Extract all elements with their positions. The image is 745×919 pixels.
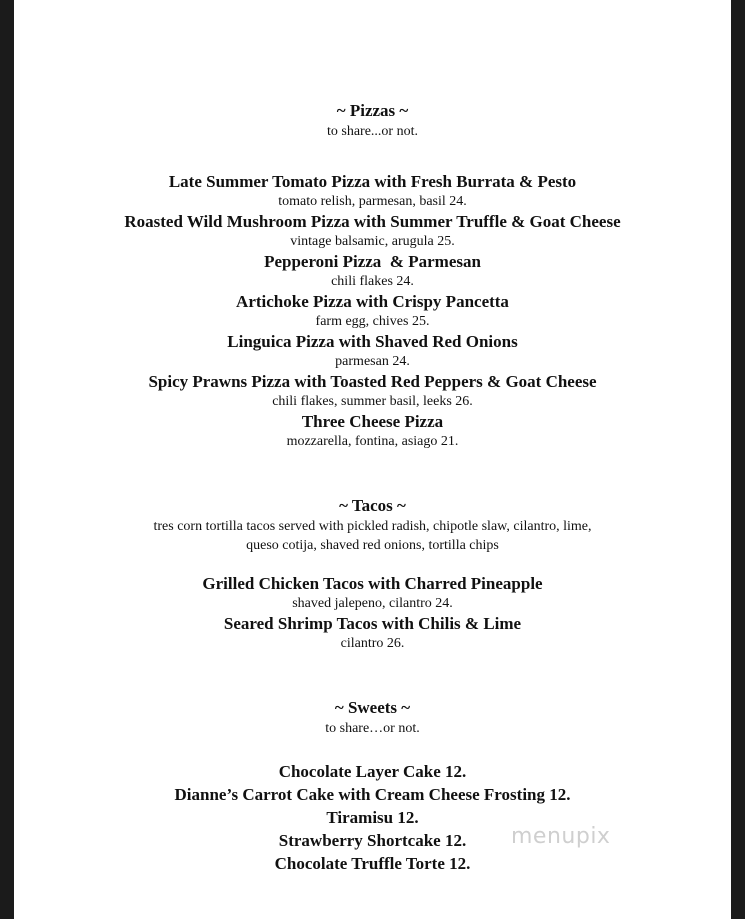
taco-item-desc: shaved jalepeno, cilantro 24.: [292, 596, 453, 611]
sweet-item: Chocolate Layer Cake 12.: [278, 762, 467, 781]
tacos-note-line2: queso cotija, shaved red onions, tortilla chips: [246, 538, 499, 553]
pizza-item-desc: chili flakes, summer basil, leeks 26.: [272, 394, 473, 409]
menu-page: [14, 0, 731, 919]
pizza-item-name: Pepperoni Pizza & Parmesan: [264, 252, 481, 271]
sweets-title: ~ Sweets ~: [334, 698, 411, 717]
pizza-item-desc: farm egg, chives 25.: [315, 314, 430, 329]
taco-item-name: Seared Shrimp Tacos with Chilis & Lime: [223, 614, 522, 633]
taco-item-name: Grilled Chicken Tacos with Charred Pineapple: [202, 574, 543, 593]
tacos-title: ~ Tacos ~: [339, 496, 406, 515]
menu-content: [14, 100, 731, 875]
pizza-item-name: Artichoke Pizza with Crispy Pancetta: [236, 292, 509, 311]
menupix-watermark: menupix: [511, 824, 611, 849]
pizzas-note: to share...or not.: [327, 124, 418, 139]
taco-item-desc: cilantro 26.: [340, 636, 405, 651]
tacos-section: [14, 495, 731, 653]
pizza-item-name: Roasted Wild Mushroom Pizza with Summer Truffle & Goat Cheese: [124, 212, 621, 231]
pizza-item-desc: vintage balsamic, arugula 25.: [290, 234, 455, 249]
pizza-item-desc: parmesan 24.: [335, 354, 410, 369]
sweet-item: Tiramisu 12.: [326, 808, 419, 827]
pizzas-title: ~ Pizzas ~: [336, 101, 409, 120]
pizza-item-name: Spicy Prawns Pizza with Toasted Red Peppers & Goat Cheese: [148, 372, 597, 391]
sweet-item: Dianne’s Carrot Cake with Cream Cheese Frosting 12.: [174, 785, 571, 804]
sweets-section: [14, 697, 731, 875]
pizza-item-name: Late Summer Tomato Pizza with Fresh Burrata & Pesto: [168, 172, 577, 191]
sweets-note: to share…or not.: [325, 721, 420, 736]
sweet-item: Strawberry Shortcake 12.: [278, 831, 467, 850]
pizzas-section: [14, 100, 731, 451]
pizza-item-desc: chili flakes 24.: [331, 274, 414, 289]
sweet-item: Chocolate Truffle Torte 12.: [274, 854, 471, 873]
pizza-item-desc: tomato relish, parmesan, basil 24.: [278, 194, 467, 209]
pizza-item-desc: mozzarella, fontina, asiago 21.: [286, 434, 459, 449]
pizza-item-name: Linguica Pizza with Shaved Red Onions: [227, 332, 518, 351]
tacos-note-line1: tres corn tortilla tacos served with pickled radish, chipotle slaw, cilantro, lime,: [153, 519, 592, 534]
pizza-item-name: Three Cheese Pizza: [301, 412, 444, 431]
